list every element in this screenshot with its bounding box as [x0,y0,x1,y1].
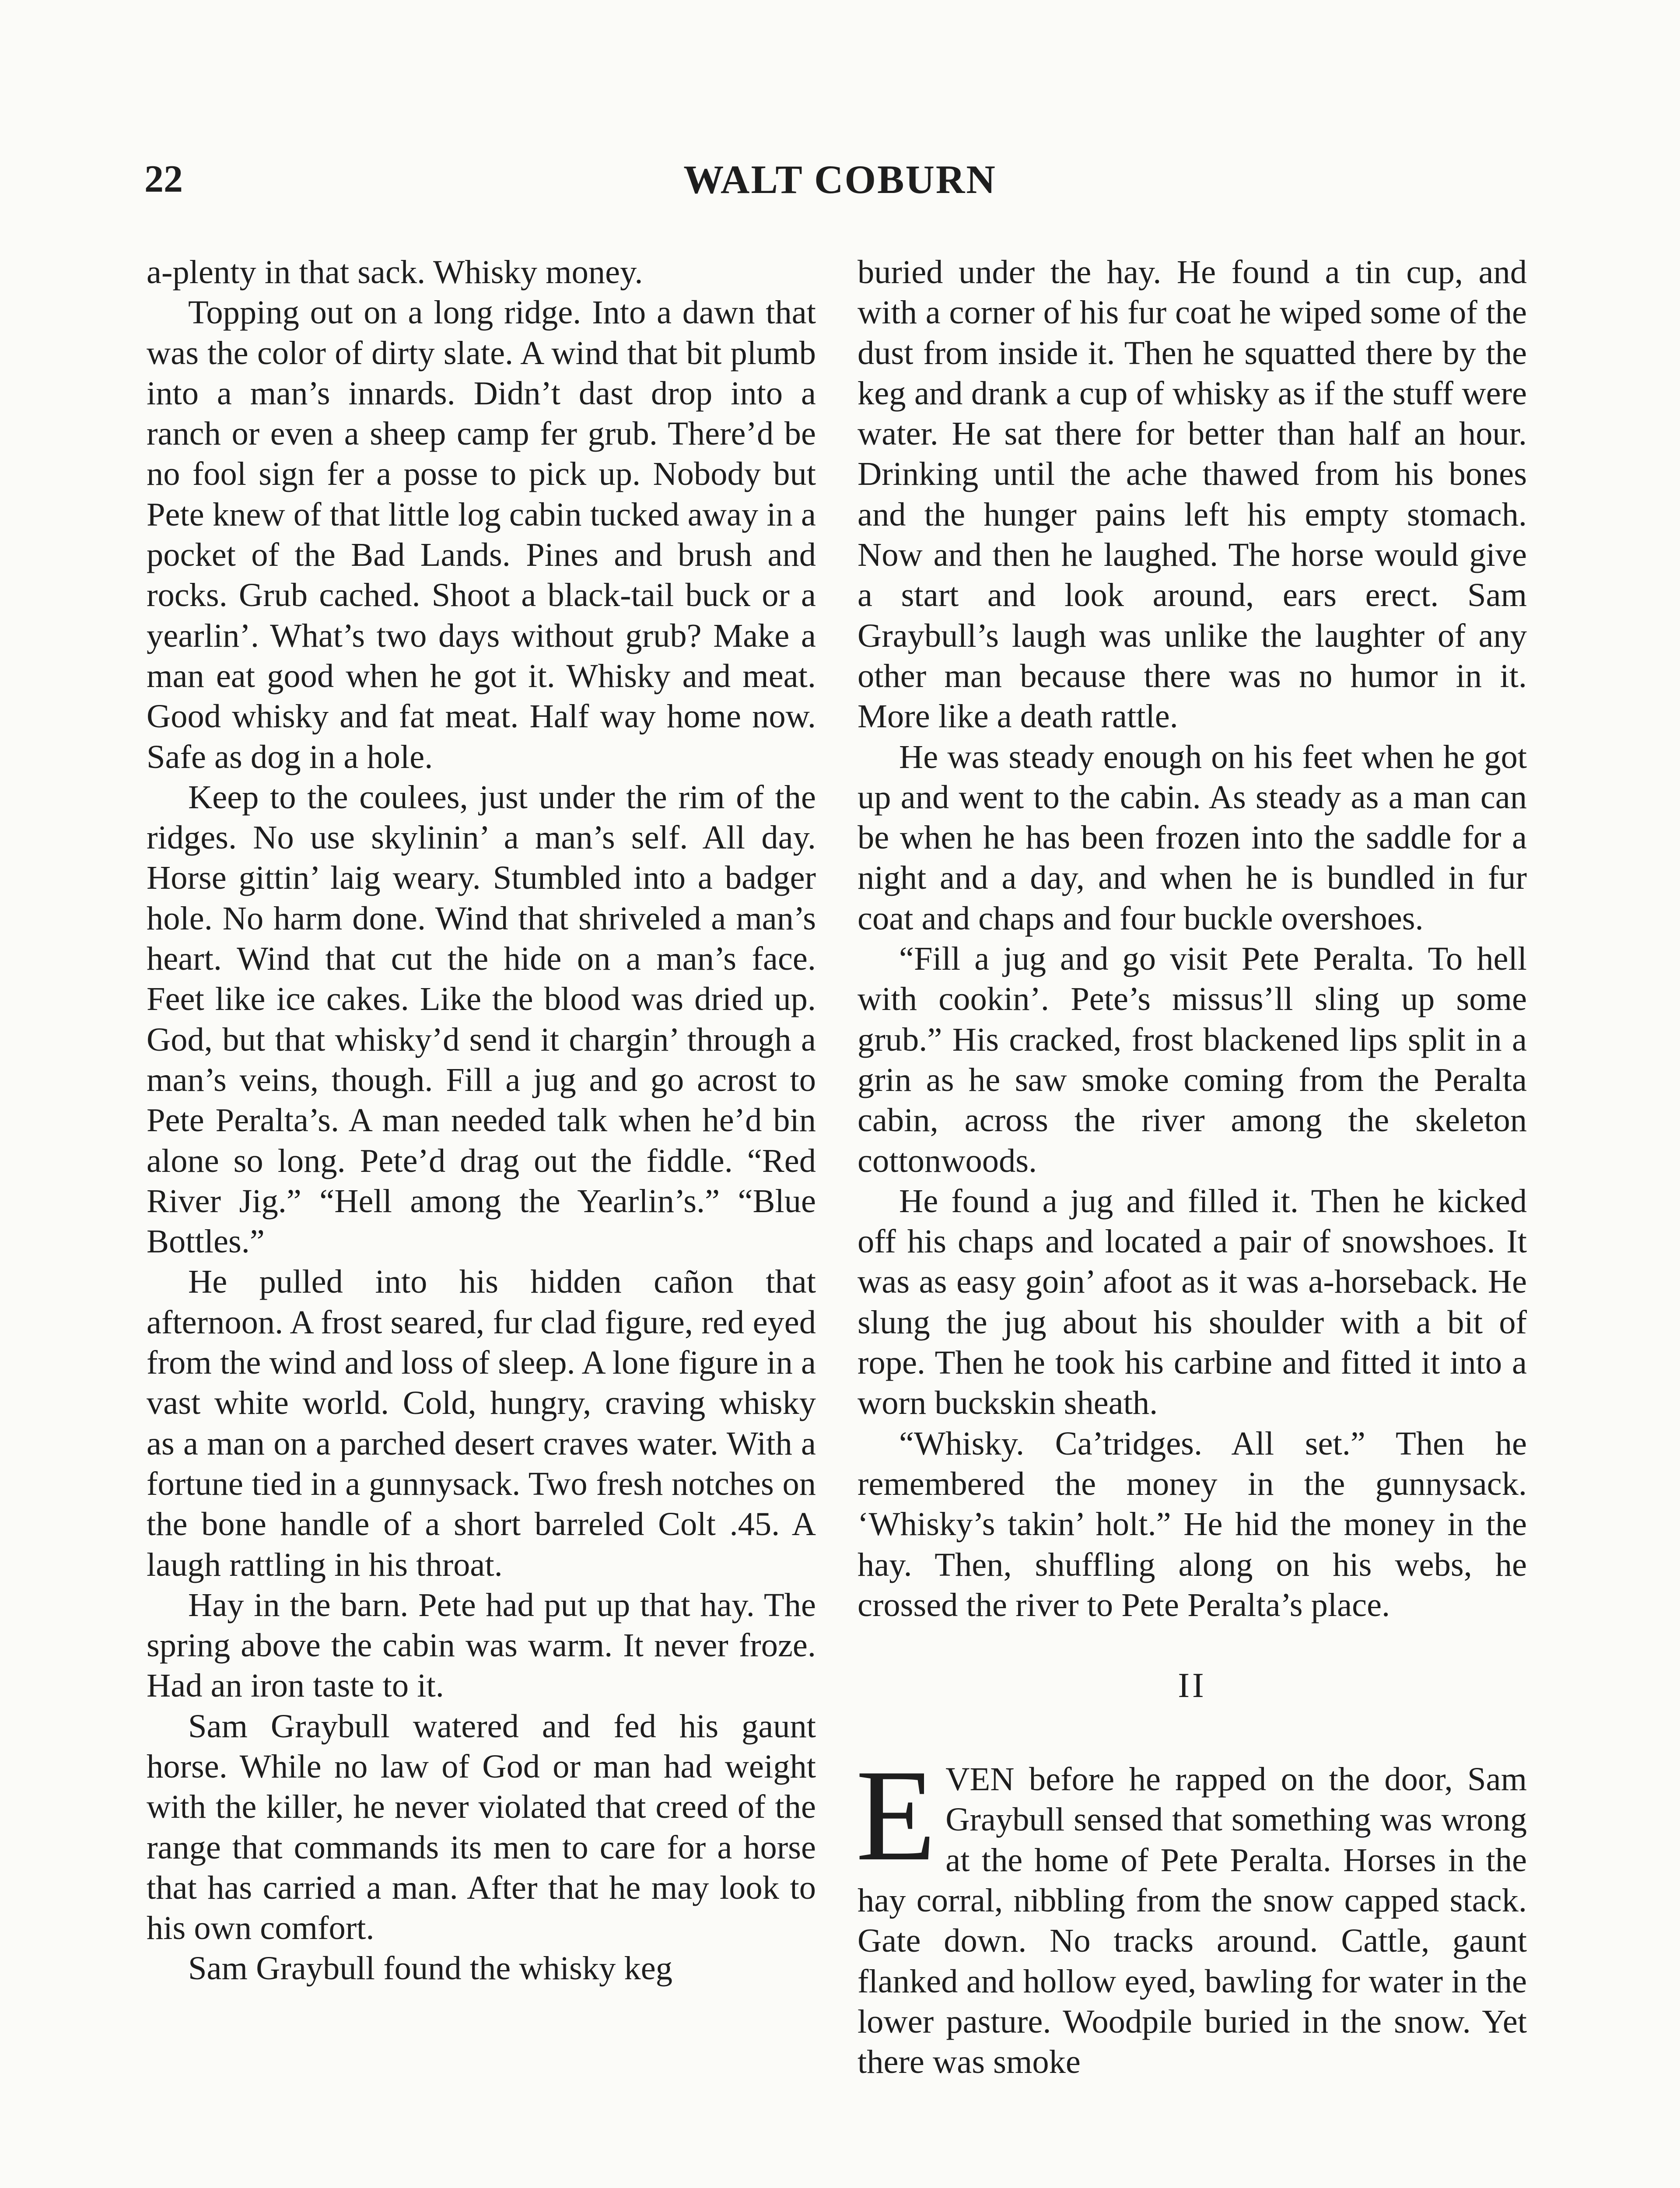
section-opening-paragraph [856,1743,1527,2082]
paragraph: a-plenty in that sack. Whisky money. [147,253,643,291]
page-number: 22 [144,158,183,200]
paragraph: “Fill a jug and go visit Pete Peralta. To hell with cookin’. Pete’s missus’ll sling up some grub.” His cracked, frost blackened lips split in a grin as he saw smoke coming from the Peralta cabin, across the river among the skeleton cottonwoods. [858,940,1527,1179]
paragraph: buried under the hay. He found a tin cup, and with a corner of his fur coat he wiped some of the dust from inside it. Then he squatted there by the keg and drank a cup of whisky as if the stuff were water. He sat there for better than half an hour. Drinking until the ache thawed from his bones and the hunger pains left his empty stomach. Now and then he laughed. The horse would give a start and look around, ears erect. Sam Graybull’s laugh was unlike the laughter of any other man because there was no humor in it. More like a death rattle. [858,253,1527,735]
right-column [858,252,1527,2082]
paragraph: He found a jug and filled it. Then he kicked off his chaps and located a pair of snowshoes. It was as easy goin’ afoot as it was a-horseback. He slung the jug about his shoulder with a bit of rope. Then he took his carbine and fitted it into a worn buckskin sheath. [858,1182,1527,1422]
left-column [147,252,816,1989]
paragraph: Hay in the barn. Pete had put up that hay. The spring above the cabin was warm. It never froze. Had an iron taste to it. [147,1586,816,1704]
drop-cap: E [856,1743,936,1888]
section-opening-text: VEN before he rapped on the door, Sam Graybull sensed that something was wrong at the home of Pete Peralta. Horses in the hay corral, nibbling from the snow capped stack. Gate down. No tracks around. Cattle, gaunt flanked and hollow eyed, bawling for water in the lower pasture. Woodpile buried in the snow. Yet there was smoke [858,1760,1527,2081]
running-head: WALT COBURN [683,157,997,202]
paragraph: “Whisky. Ca’tridges. All set.” Then he remembered the money in the gunnysack. ‘Whisky’s takin’ holt.” He hid the money in the hay. Then, shuffling along on his webs, he crossed the river to Pete Peralta’s place. [858,1424,1527,1623]
section-heading: II [1178,1666,1207,1705]
paragraph: He pulled into his hidden cañon that afternoon. A frost seared, fur clad figure, red eyed from the wind and loss of sleep. A lone figure in a vast white world. Cold, hungry, craving whisky as a man on a parched desert craves water. With a fortune tied in a gunnysack. Two fresh notches on the bone handle of a short barreled Colt .45. A laugh rattling in his throat. [147,1263,816,1583]
paragraph: Sam Graybull watered and fed his gaunt horse. While no law of God or man had weight with the killer, he never violated that creed of the range that commands its men to care for a horse that has carried a man. After that he may look to his own comfort. [147,1707,816,1947]
paragraph: Keep to the coulees, just under the rim of the ridges. No use skylinin’ a man’s self. All day. Horse gittin’ laig weary. Stumbled into a badger hole. No harm done. Wind that shriveled a man’s heart. Wind that cut the hide on a man’s face. Feet like ice cakes. Like the blood was dried up. God, but that whisky’d send it chargin’ through a man’s veins, though. Fill a jug and go acrost to Pete Peralta’s. A man needed talk when he’d bin alone so long. Pete’d drag out the fiddle. “Red River Jig.” “Hell among the Yearlin’s.” “Blue Bottles.” [147,778,816,1260]
paragraph: He was steady enough on his feet when he got up and went to the cabin. As steady as a man can be when he has been frozen into the saddle for a night and a day, and when he is bundled in fur coat and chaps and four buckle overshoes. [858,738,1527,937]
paragraph: Sam Graybull found the whisky keg [188,1950,672,1987]
page-header [0,155,1680,203]
paragraph: Topping out on a long ridge. Into a dawn that was the color of dirty slate. A wind that bit plumb into a man’s innards. Didn’t dast drop into a ranch or even a sheep camp fer grub. There’d be no fool sign fer a posse to pick up. Nobody but Pete knew of that little log cabin tucked away in a pocket of the Bad Lands. Pines and brush and rocks. Grub cached. Shoot a black-tail buck or a yearlin’. What’s two days without grub? Make a man eat good when he got it. Whisky and meat. Good whisky and fat meat. Half way home now. Safe as dog in a hole. [147,294,816,775]
